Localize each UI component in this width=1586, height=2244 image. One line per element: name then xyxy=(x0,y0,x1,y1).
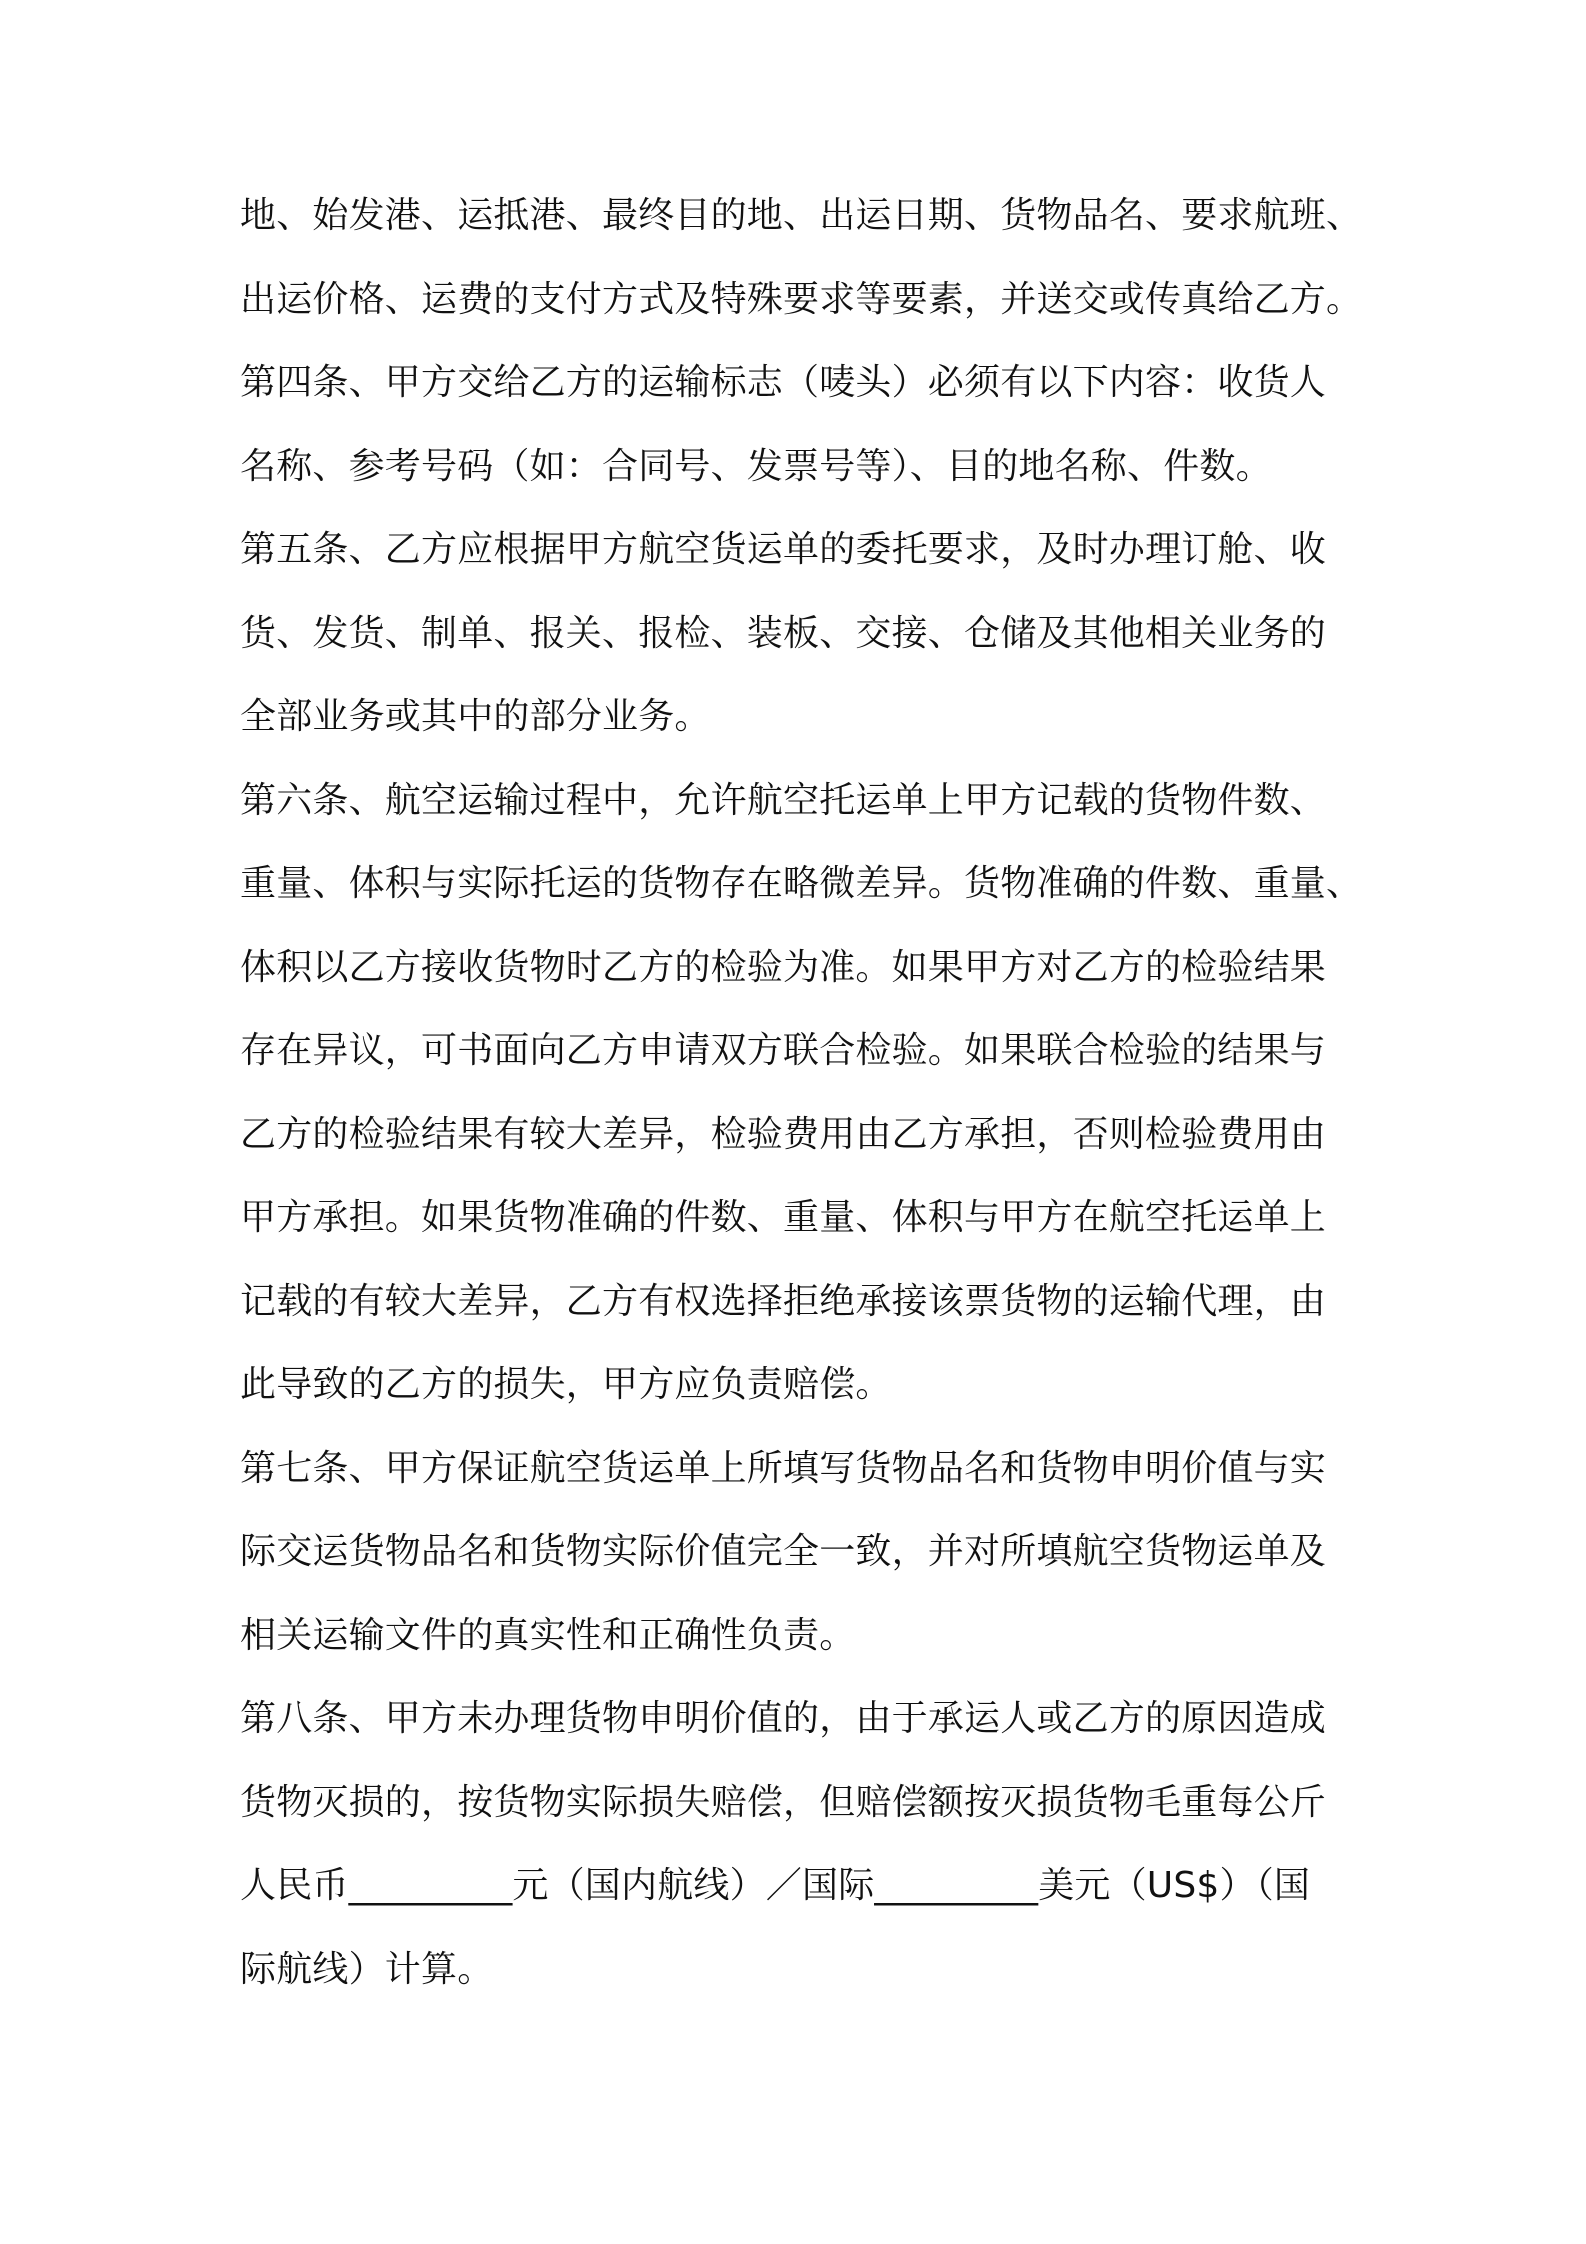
text-line-19: 第八条、甲方未办理货物申明价值的，由于承运人或乙方的原因造成 xyxy=(240,1698,1327,1739)
text-line-3: 第四条、甲方交给乙方的运输标志（唛头）必须有以下内容：收货人 xyxy=(240,362,1327,403)
text-line-18: 相关运输文件的真实性和正确性负责。 xyxy=(240,1614,856,1656)
text-line-6: 货、发货、制单、报关、报检、装板、交接、仓储及其他相关业务的 xyxy=(240,612,1327,654)
text-line-15: 此导致的乙方的损失，甲方应负责赔偿。 xyxy=(240,1364,892,1405)
text-line-14: 记载的有较大差异，乙方有权选择拒绝承接该票货物的运输代理，由 xyxy=(240,1280,1327,1322)
contract-text xyxy=(240,174,1363,2011)
text-line-13: 甲方承担。如果货物准确的件数、重量、体积与甲方在航空托运单上 xyxy=(240,1197,1327,1238)
text-line-22: 际航线）计算。 xyxy=(240,1948,494,1990)
text-line-5: 第五条、乙方应根据甲方航空货运单的委托要求，及时办理订舱、收 xyxy=(240,529,1327,570)
text-line-9: 重量、体积与实际托运的货物存在略微差异。货物准确的件数、重量、 xyxy=(240,863,1363,904)
text-line-20: 货物灭损的，按货物实际损失赔偿，但赔偿额按灭损货物毛重每公斤 xyxy=(240,1781,1327,1823)
text-line-10: 体积以乙方接收货物时乙方的检验为准。如果甲方对乙方的检验结果 xyxy=(240,946,1327,988)
text-line-12: 乙方的检验结果有较大差异，检验费用由乙方承担，否则检验费用由 xyxy=(240,1113,1327,1155)
text-line-1: 地、始发港、运抵港、最终目的地、出运日期、货物品名、要求航班、 xyxy=(240,195,1363,236)
text-line-16: 第七条、甲方保证航空货运单上所填写货物品名和货物申明价值与实 xyxy=(240,1447,1327,1489)
text-line-8: 第六条、航空运输过程中，允许航空托运单上甲方记载的货物件数、 xyxy=(240,779,1327,821)
text-line-2: 出运价格、运费的支付方式及特殊要求等要素，并送交或传真给乙方。 xyxy=(240,278,1363,320)
text-line-21: 人民币_________元（国内航线）／国际_________美元（US$）（国 xyxy=(240,1865,1311,1906)
text-line-4: 名称、参考号码（如：合同号、发票号等）、目的地名称、件数。 xyxy=(240,445,1272,487)
text-line-17: 际交运货物品名和货物实际价值完全一致，并对所填航空货物运单及 xyxy=(240,1531,1327,1572)
text-line-11: 存在异议，可书面向乙方申请双方联合检验。如果联合检验的结果与 xyxy=(240,1030,1327,1071)
text-line-7: 全部业务或其中的部分业务。 xyxy=(240,696,711,737)
